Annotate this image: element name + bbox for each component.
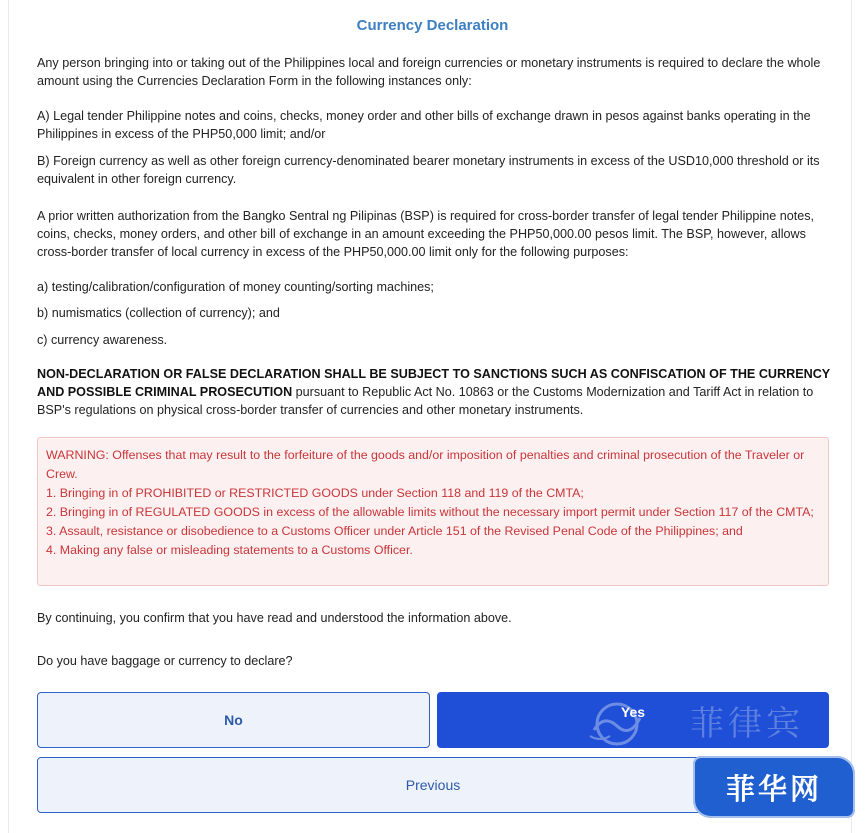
page-title: Currency Declaration	[356, 17, 509, 34]
warning-item: 2. Bringing in of REGULATED GOODS in excess of the allowable limits without the necessary import permit under Section 117 of the CMTA;	[46, 505, 814, 519]
site-logo-badge: 菲华网	[693, 756, 855, 818]
sanctions-text	[37, 365, 832, 419]
yes-button-label: Yes	[620, 704, 646, 720]
frame-border-left	[8, 0, 9, 833]
no-button[interactable]	[37, 692, 430, 748]
no-button-label: No	[224, 712, 243, 728]
instance-a-text: A) Legal tender Philippine notes and coins, checks, money order and other bills of exchange drawn in pesos against banks operating in the Philippines in excess of the PHP50,000 limit; and/or	[37, 109, 811, 141]
warning-item: 3. Assault, resistance or disobedience to a Customs Officer under Article 151 of the Revised Penal Code of the Philippines; and	[46, 524, 743, 538]
bsp-authorization-text: A prior written authorization from the Bangko Sentral ng Pilipinas (BSP) is required for cross-border transfer of legal tender Philippine notes, coins, checks, money orders, and other bill of exchange in an amount exceeding the PHP50,000.00 pesos limit. The BSP, however, allows cross-border transfer of local currency in excess of the PHP50,000.00 limit only for the following purposes:	[37, 209, 815, 259]
warning-heading: WARNING: Offenses that may result to the forfeiture of the goods and/or imposition of penalties and criminal prosecution of the Traveler or Crew.	[46, 448, 805, 481]
instance-b-text: B) Foreign currency as well as other foreign currency-denominated bearer monetary instruments in excess of the USD10,000 threshold or its equivalent in other foreign currency.	[37, 154, 820, 186]
warning-item: 4. Making any false or misleading statements to a Customs Officer.	[46, 543, 413, 557]
warning-box	[37, 437, 829, 586]
previous-button-label: Previous	[405, 777, 461, 793]
purpose-item: c) currency awareness.	[37, 333, 168, 347]
purpose-item: a) testing/calibration/configuration of money counting/sorting machines;	[37, 280, 434, 294]
declare-question: Do you have baggage or currency to declare?	[37, 654, 293, 668]
purpose-item: b) numismatics (collection of currency); and	[37, 306, 280, 320]
watermark-seal-icon	[586, 700, 648, 748]
confirm-text: By continuing, you confirm that you have read and understood the information above.	[37, 611, 512, 625]
sanctions-rest-text: pursuant to Republic Act No. 10863 or the Customs Modernization and Tariff Act in relation to BSP's regulations on physical cross-border transfer of currencies and other monetary instruments.	[37, 385, 814, 417]
watermark-text: 菲律宾	[690, 704, 804, 744]
warning-item: 1. Bringing in of PROHIBITED or RESTRICTED GOODS under Section 118 and 119 of the CMTA;	[46, 486, 584, 500]
sanctions-bold-text: NON-DECLARATION OR FALSE DECLARATION SHALL BE SUBJECT TO SANCTIONS SUCH AS CONFISCATION OF THE CURRENCY AND POSSIBLE CRIMINAL PROSECUTION	[37, 367, 830, 399]
intro-paragraph: Any person bringing into or taking out of the Philippines local and foreign currencies or monetary instruments is required to declare the whole amount using the Currencies Declaration Form in the following instances only:	[37, 56, 821, 88]
